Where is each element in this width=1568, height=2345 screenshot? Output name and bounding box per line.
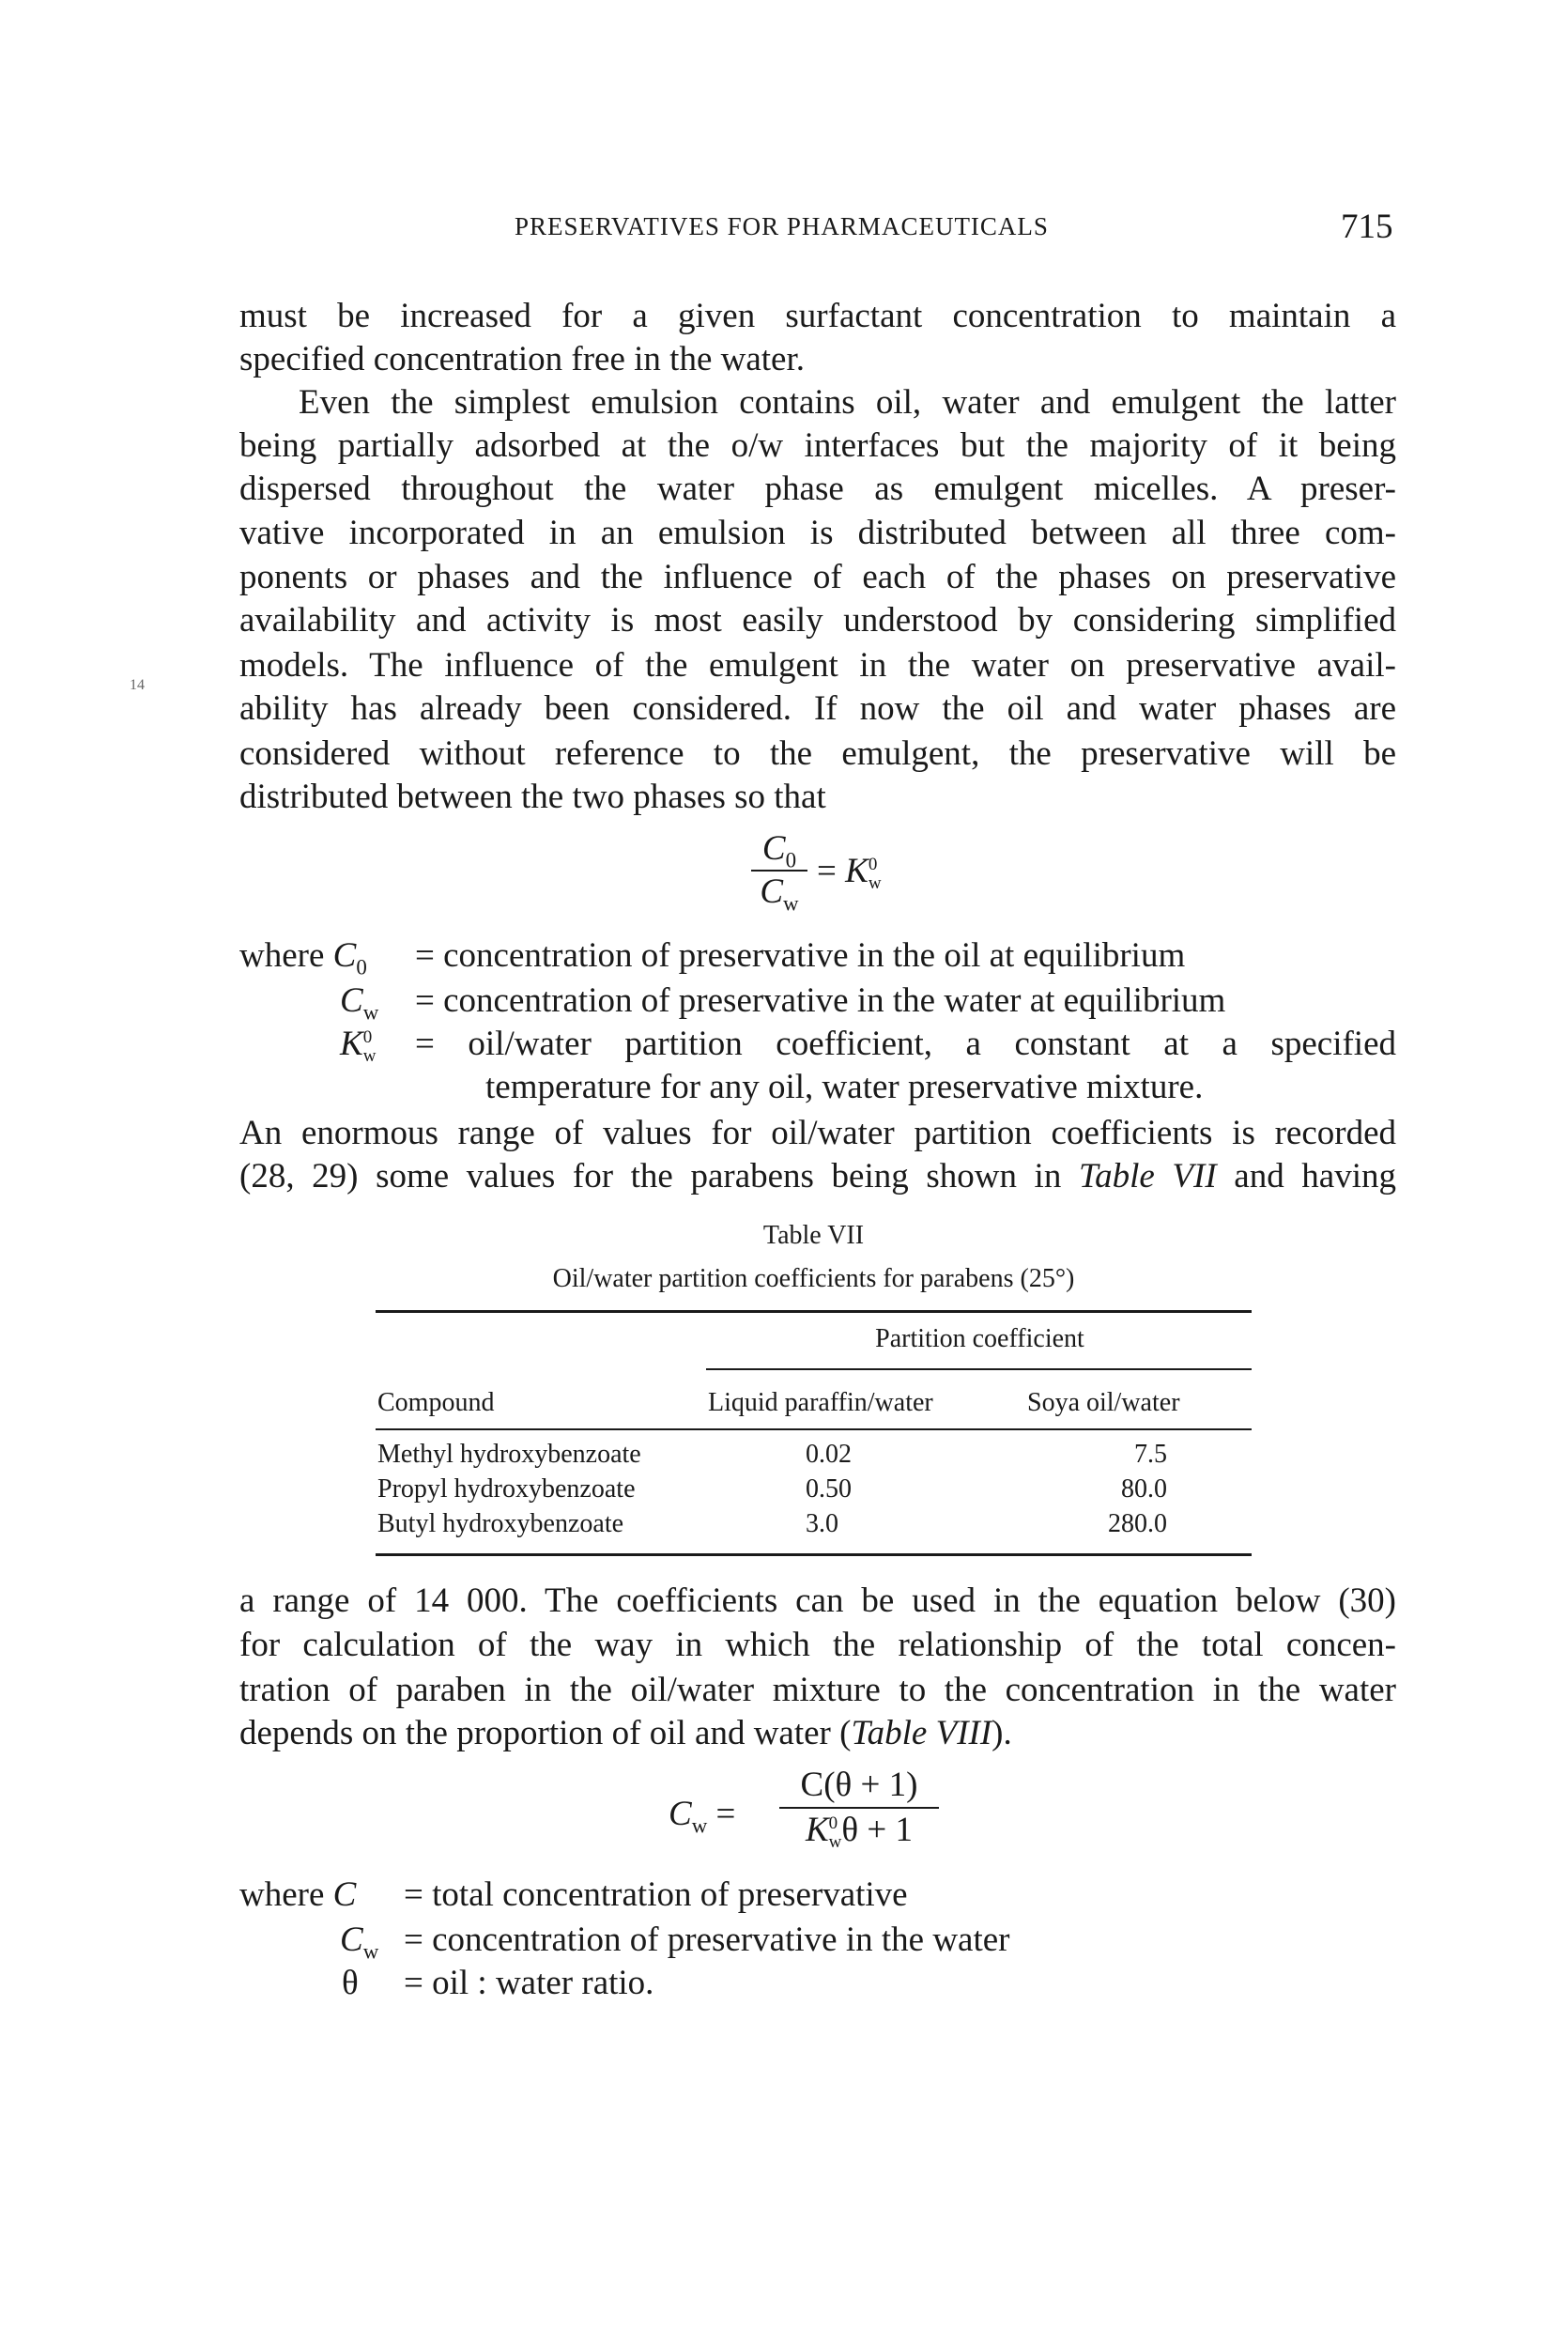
text-line: An enormous range of values for oil/water partition coefficients is recorded [239, 1114, 1396, 1152]
running-title: PRESERVATIVES FOR PHARMACEUTICALS [515, 212, 1049, 240]
fraction-bar [779, 1807, 939, 1809]
margin-mark: 14 [130, 677, 145, 693]
cell: 3.0 [806, 1509, 838, 1538]
text-line: ponents or phases and the influence of each of the phases on preservative [239, 558, 1396, 596]
eq1-denominator: $C_w$ [760, 872, 799, 916]
definition-kw: K 0 w [340, 1025, 377, 1066]
eq2-lhs: $C_w$ = [669, 1795, 736, 1838]
table-rule [376, 1553, 1252, 1556]
group-header: Partition coefficient [875, 1324, 1084, 1353]
text-line: ability has already been considered. If now the oil and water phases are [239, 689, 1396, 728]
table-label: Table VII [762, 1221, 865, 1250]
page-number: 715 [1341, 208, 1393, 246]
fraction-bar [751, 870, 807, 872]
definition-c0-text: = concentration of preservative in the oil at equilibrium [415, 936, 1186, 975]
text-line: Even the simplest emulsion contains oil, water and emulgent the latter [299, 383, 1396, 422]
text-line: (28, 29) some values for the parabens being shown in Table VII and having [239, 1157, 1396, 1196]
text-line: dispersed throughout the water phase as emulgent micelles. A preser- [239, 470, 1396, 508]
definition-theta: θ [342, 1964, 359, 2002]
table-caption: Oil/water partition coefficients for parabens (25°) [552, 1264, 1075, 1293]
column-header: Liquid paraffin/water [708, 1388, 933, 1417]
text-line: for calculation of the way in which the relationship of the total concen- [239, 1626, 1396, 1664]
definition-c0: where $C_0$ [239, 936, 367, 980]
text-line: being partially adsorbed at the o/w interfaces but the majority of it being [239, 426, 1396, 465]
definition-c: where C [239, 1875, 357, 1914]
column-header: Soya oil/water [1027, 1388, 1180, 1417]
eq1-numerator: $C_0$ [761, 829, 797, 872]
definition-cw-text: = concentration of preservative in the water [404, 1921, 1010, 1959]
cell: 280.0 [1108, 1509, 1167, 1538]
cell: 0.50 [806, 1474, 852, 1504]
text-line: a range of 14 000. The coefficients can be used in the equation below (30) [239, 1581, 1396, 1620]
cell: 7.5 [1134, 1440, 1167, 1469]
text-line: availability and activity is most easily understood by considering simplified [239, 601, 1396, 640]
definition-cw: $C_w$ [340, 981, 379, 1025]
table-rule [706, 1368, 1252, 1370]
cell: 80.0 [1121, 1474, 1167, 1504]
cell: Methyl hydroxybenzoate [377, 1440, 641, 1469]
cell: Butyl hydroxybenzoate [377, 1509, 624, 1538]
text-line: must be increased for a given surfactant concentration to maintain a [239, 297, 1396, 335]
table-rule [376, 1310, 1252, 1313]
definition-theta-text: = oil : water ratio. [404, 1964, 654, 2002]
table-rule [376, 1428, 1252, 1430]
text-line: models. The influence of the emulgent in the water on preservative avail- [239, 646, 1396, 685]
text-line: specified concentration free in the water. [239, 340, 805, 378]
eq2-denominator: K 0 w θ + 1 [805, 1811, 913, 1852]
cell: Propyl hydroxybenzoate [377, 1474, 636, 1504]
text-line: tration of paraben in the oil/water mixture to the concentration in the water [239, 1671, 1396, 1709]
text-line: vative incorporated in an emulsion is distributed between all three com- [239, 514, 1396, 552]
definition-cw-text: = concentration of preservative in the water at equilibrium [415, 981, 1226, 1020]
column-header: Compound [377, 1388, 495, 1417]
definition-kw-text: = oil/water partition coefficient, a constant at a specified [415, 1025, 1396, 1063]
text-line: distributed between the two phases so that [239, 778, 826, 816]
text-line: considered without reference to the emulgent, the preservative will be [239, 734, 1396, 773]
cell: 0.02 [806, 1440, 852, 1469]
text-line: depends on the proportion of oil and water (Table VIII). [239, 1714, 1012, 1752]
eq1-rhs: = K 0 w [817, 852, 882, 893]
definition-kw-continuation: temperature for any oil, water preservative mixture. [485, 1068, 1204, 1106]
eq2-numerator: C(θ + 1) [800, 1766, 918, 1804]
definition-cw: $C_w$ [340, 1921, 379, 1964]
definition-c-text: = total concentration of preservative [404, 1875, 908, 1914]
